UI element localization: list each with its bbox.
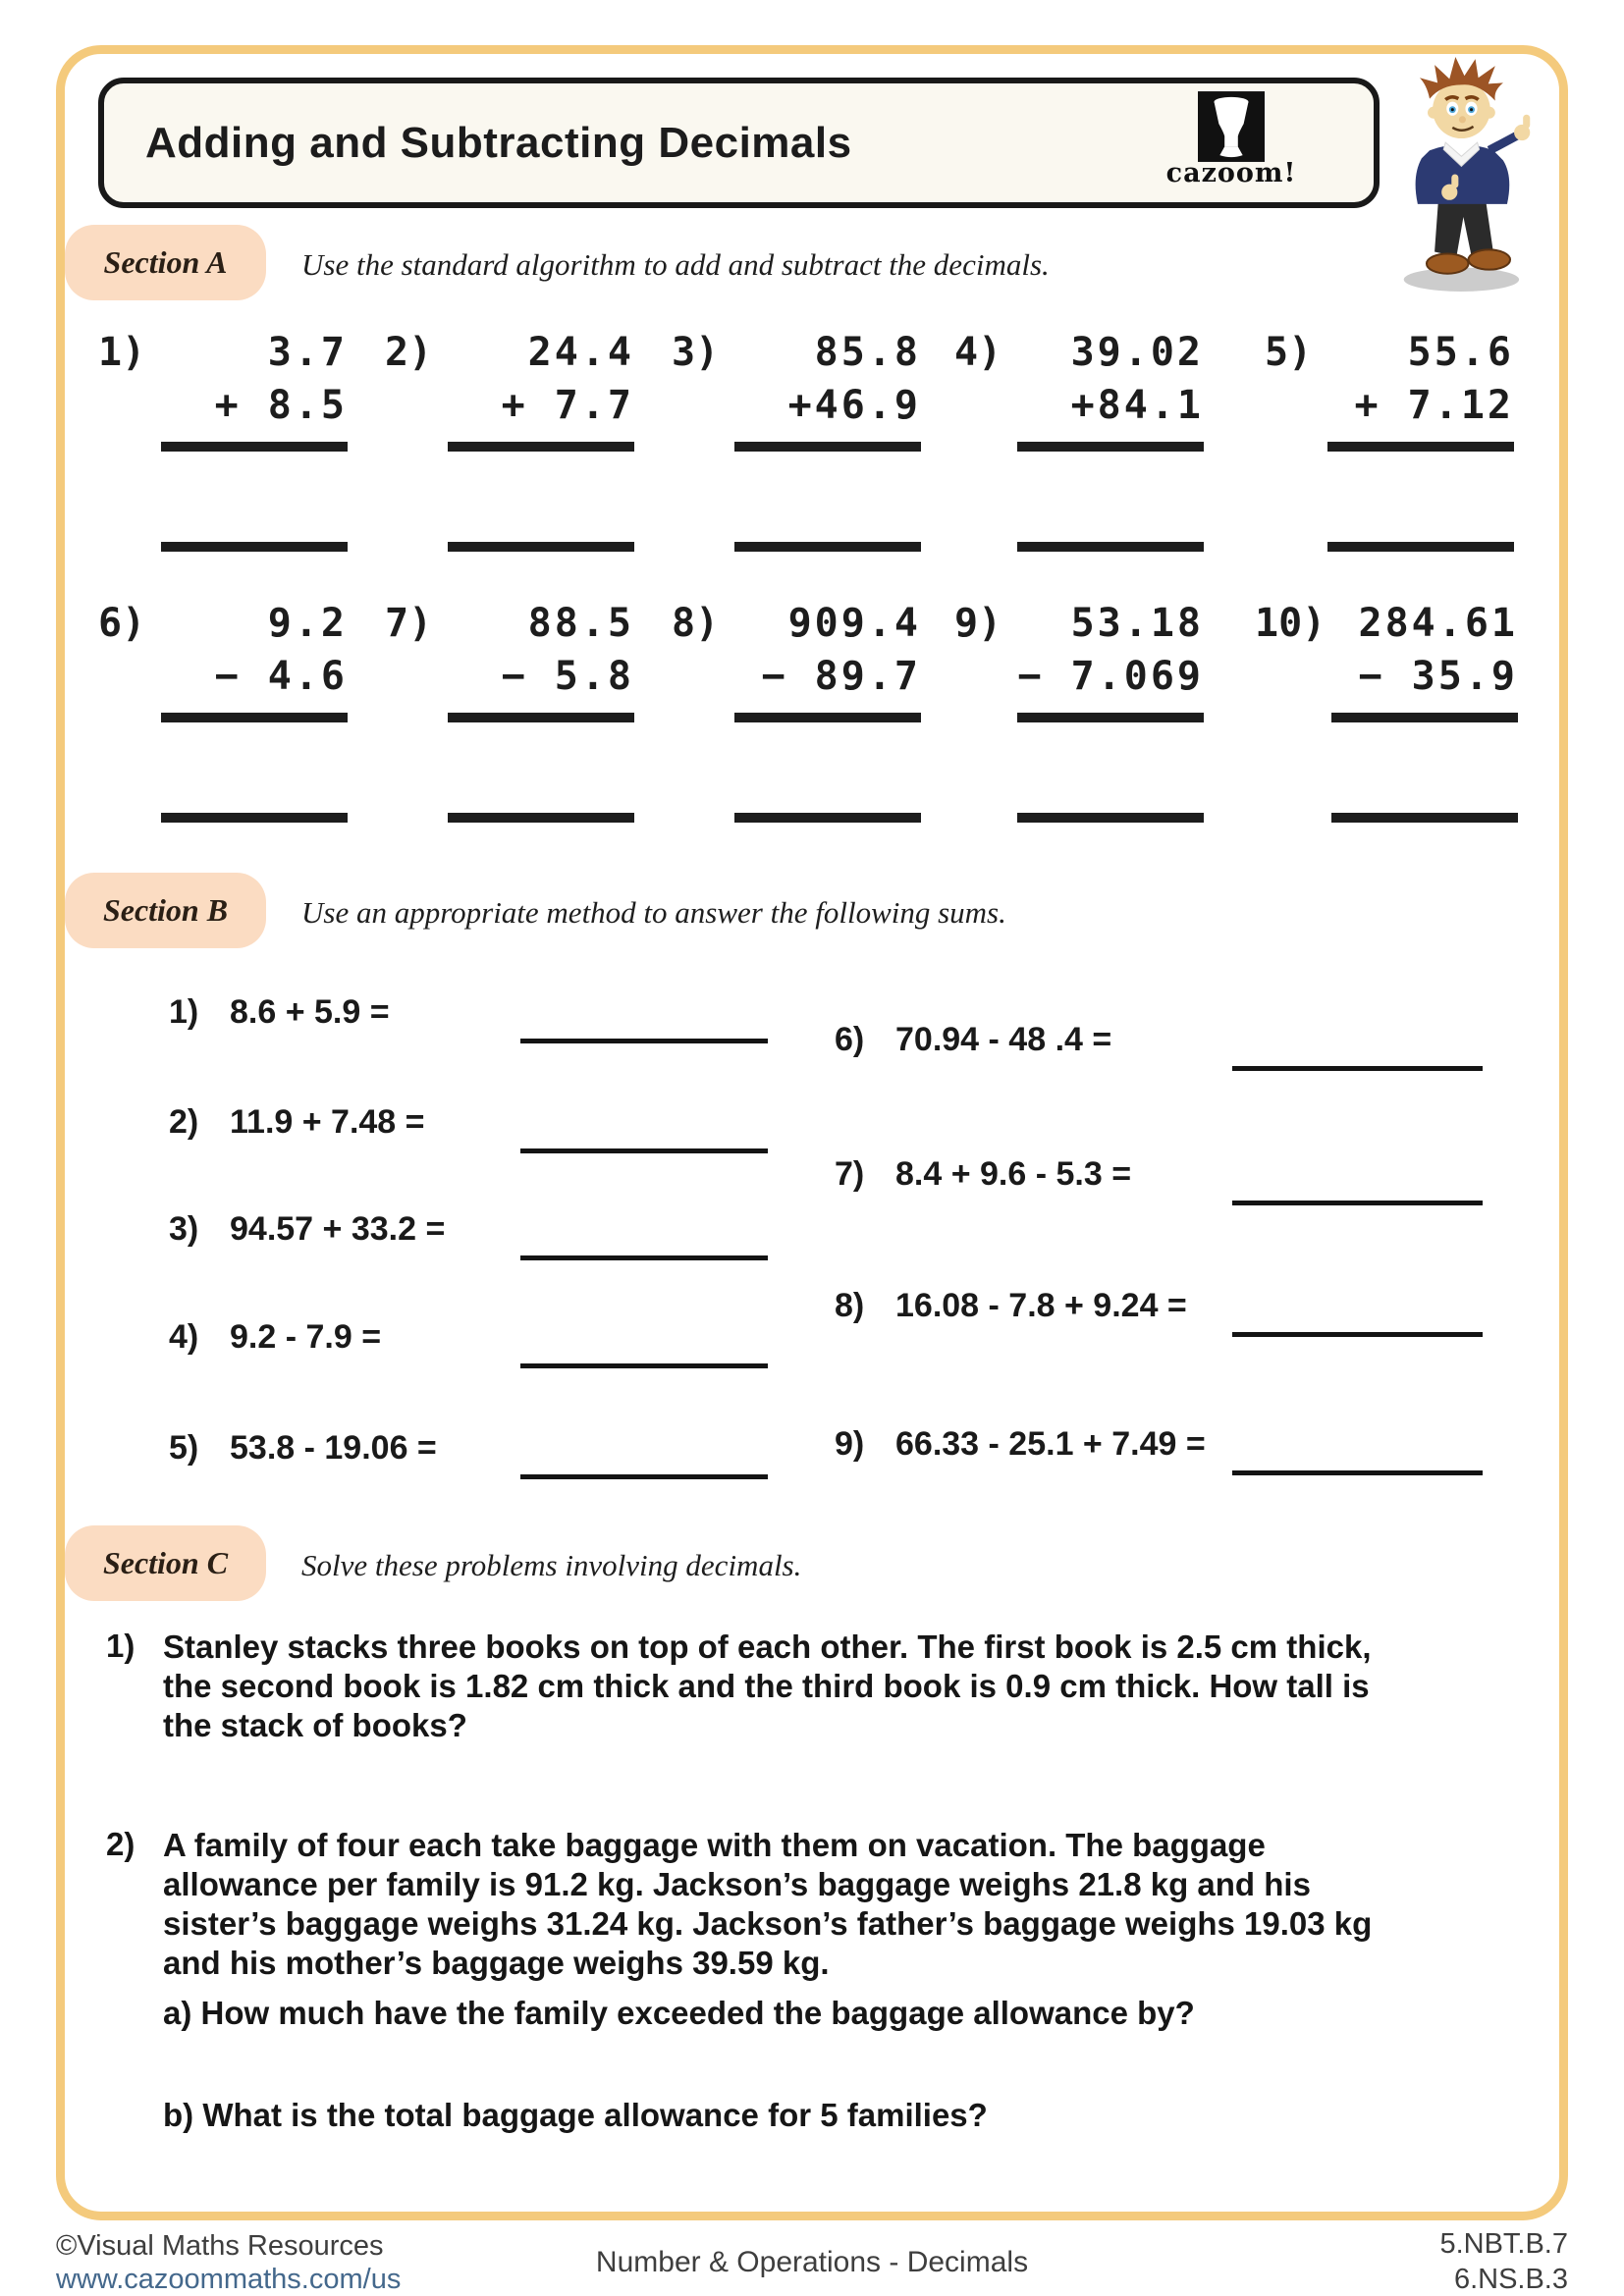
answer-line <box>520 1474 768 1479</box>
answer-line <box>520 1255 768 1260</box>
section-b-label: Section B <box>102 892 229 928</box>
problem-number: 3) <box>169 1210 199 1248</box>
vertical-problem-1 <box>98 326 348 552</box>
answer-line <box>1327 542 1514 552</box>
section-b-instruction: Use an appropriate method to answer the following sums. <box>301 895 1006 930</box>
expression: 70.94 - 48 .4 = <box>895 1021 1112 1058</box>
vertical-problem-4 <box>954 326 1204 552</box>
answer-line <box>161 813 348 823</box>
expression: 94.57 + 33.2 = <box>230 1210 446 1248</box>
answer-line <box>1017 542 1204 552</box>
vertical-problem-9 <box>954 597 1204 823</box>
operand-top: 55.6 <box>1407 330 1514 375</box>
text-line: and his mother’s baggage weighs 39.59 kg. <box>163 1945 830 1981</box>
section-c-label: Section C <box>102 1545 229 1580</box>
operand-top: 9.2 <box>267 601 348 646</box>
text-line: A family of four each take baggage with them on vacation. The baggage <box>163 1827 1266 1863</box>
problem-number: 8) <box>672 601 720 646</box>
problem-number: 3) <box>672 330 720 375</box>
standard-code: 6.NS.B.3 <box>1453 2264 1568 2295</box>
vertical-problem-8 <box>672 597 921 823</box>
sum-line <box>1327 442 1514 452</box>
expression: 8.4 + 9.6 - 5.3 = <box>895 1155 1132 1193</box>
standards-codes <box>1439 2226 1568 2296</box>
operand-top: 85.8 <box>814 330 921 375</box>
problem-number: 2) <box>169 1103 199 1141</box>
answer-line <box>1232 1201 1483 1205</box>
operand-bottom: − 7.069 <box>1017 654 1204 699</box>
operand-bottom: +46.9 <box>787 383 921 428</box>
operand-top: 3.7 <box>267 330 348 375</box>
problem-number: 7) <box>835 1155 865 1193</box>
section-a-instruction: Use the standard algorithm to add and subtract the decimals. <box>301 247 1050 282</box>
operand-bottom: − 4.6 <box>214 654 348 699</box>
sum-line <box>1017 442 1204 452</box>
section-a-label: Section A <box>103 244 228 280</box>
answer-line <box>1232 1470 1483 1475</box>
sum-row-1 <box>169 993 390 1052</box>
sum-row-7 <box>835 1155 1131 1214</box>
operand-top: 909.4 <box>787 601 921 646</box>
footer-topic: Number & Operations - Decimals <box>595 2246 1029 2278</box>
text-line: allowance per family is 91.2 kg. Jackson’s baggage weighs 21.8 kg and his <box>163 1866 1311 1902</box>
cazoom-url-link[interactable]: www.cazoommaths.com/us <box>56 2264 401 2296</box>
sum-line <box>734 713 921 722</box>
expression: 11.9 + 7.48 = <box>230 1103 425 1141</box>
sum-line <box>448 442 634 452</box>
problem-number: 6) <box>835 1021 865 1058</box>
answer-line <box>1331 813 1518 823</box>
expression: 8.6 + 5.9 = <box>230 993 390 1031</box>
word-problem-2-text <box>163 1826 1567 1983</box>
problem-number: 10) <box>1255 601 1326 646</box>
answer-line <box>161 542 348 552</box>
operand-top: 24.4 <box>527 330 634 375</box>
page-title: Adding and Subtracting Decimals <box>145 118 852 167</box>
sum-row-8 <box>835 1287 1187 1346</box>
sum-row-3 <box>169 1210 445 1269</box>
operand-bottom: − 89.7 <box>761 654 921 699</box>
sum-row-4 <box>169 1318 381 1377</box>
problem-number: 9) <box>954 601 1002 646</box>
word-problem-1-number: 1) <box>106 1628 135 1664</box>
sum-row-2 <box>169 1103 425 1162</box>
answer-line <box>520 1363 768 1368</box>
operand-top: 53.18 <box>1070 601 1204 646</box>
section-a-badge <box>65 225 266 300</box>
expression: 9.2 - 7.9 = <box>230 1318 382 1356</box>
sum-line <box>734 442 921 452</box>
cazoom-drum-icon <box>1198 91 1265 162</box>
sum-row-6 <box>835 1021 1111 1080</box>
answer-line <box>448 542 634 552</box>
title-bar <box>98 78 1380 208</box>
operand-bottom: + 7.7 <box>501 383 634 428</box>
word-problem-2-number: 2) <box>106 1826 135 1862</box>
operand-top: 284.61 <box>1358 601 1518 646</box>
answer-line <box>520 1039 768 1043</box>
problem-number: 7) <box>385 601 433 646</box>
answer-line <box>1232 1332 1483 1337</box>
standard-code: 5.NBT.B.7 <box>1439 2228 1568 2260</box>
vertical-problem-7 <box>385 597 634 823</box>
problem-number: 5) <box>169 1429 199 1467</box>
answer-line <box>448 813 634 823</box>
operand-bottom: − 35.9 <box>1358 654 1518 699</box>
answer-line <box>734 813 921 823</box>
section-c-badge <box>65 1525 266 1601</box>
problem-number: 4) <box>954 330 1002 375</box>
sum-line <box>161 442 348 452</box>
sum-line <box>161 713 348 722</box>
copyright-text: ©Visual Maths Resources <box>56 2230 384 2262</box>
operand-bottom: + 8.5 <box>214 383 348 428</box>
vertical-problem-6 <box>98 597 348 823</box>
answer-line <box>1232 1066 1483 1071</box>
expression: 66.33 - 25.1 + 7.49 = <box>895 1425 1206 1463</box>
sum-line <box>1331 713 1518 722</box>
expression: 16.08 - 7.8 + 9.24 = <box>895 1287 1187 1324</box>
mascot-boy-icon <box>1382 53 1554 296</box>
problem-number: 5) <box>1265 330 1313 375</box>
text-line: the second book is 1.82 cm thick and the third book is 0.9 cm thick. How tall is <box>163 1668 1370 1704</box>
sum-line <box>1017 713 1204 722</box>
problem-number: 1) <box>169 993 199 1031</box>
problem-number: 2) <box>385 330 433 375</box>
vertical-problem-2 <box>385 326 634 552</box>
answer-line <box>520 1148 768 1153</box>
word-problem-2-part-a: a) How much have the family exceeded the baggage allowance by? <box>163 1995 1195 2031</box>
sum-row-9 <box>835 1425 1206 1484</box>
text-line: the stack of books? <box>163 1707 467 1743</box>
vertical-problem-10 <box>1255 597 1518 823</box>
operand-bottom: + 7.12 <box>1354 383 1514 428</box>
operand-bottom: − 5.8 <box>501 654 634 699</box>
problem-number: 4) <box>169 1318 199 1356</box>
expression: 53.8 - 19.06 = <box>230 1429 437 1467</box>
problem-number: 8) <box>835 1287 865 1324</box>
operand-top: 88.5 <box>527 601 634 646</box>
answer-line <box>734 542 921 552</box>
operand-bottom: +84.1 <box>1070 383 1204 428</box>
word-problem-1-text <box>163 1628 1567 1745</box>
vertical-problem-3 <box>672 326 921 552</box>
problem-number: 9) <box>835 1425 865 1463</box>
vertical-problem-5 <box>1265 326 1514 552</box>
operand-top: 39.02 <box>1070 330 1204 375</box>
text-line: sister’s baggage weighs 31.24 kg. Jackson’s father’s baggage weighs 19.03 kg <box>163 1905 1373 1942</box>
word-problem-2-part-b: b) What is the total baggage allowance for 5 families? <box>163 2097 988 2133</box>
cazoom-logo <box>1148 91 1315 188</box>
section-c-instruction: Solve these problems involving decimals. <box>301 1548 802 1582</box>
answer-line <box>1017 813 1204 823</box>
section-b-badge <box>65 873 266 948</box>
cazoom-logo-text: cazoom! <box>1165 158 1297 188</box>
sum-line <box>448 713 634 722</box>
sum-row-5 <box>169 1429 437 1488</box>
problem-number: 1) <box>98 330 146 375</box>
text-line: Stanley stacks three books on top of each other. The first book is 2.5 cm thick, <box>163 1629 1372 1665</box>
problem-number: 6) <box>98 601 146 646</box>
